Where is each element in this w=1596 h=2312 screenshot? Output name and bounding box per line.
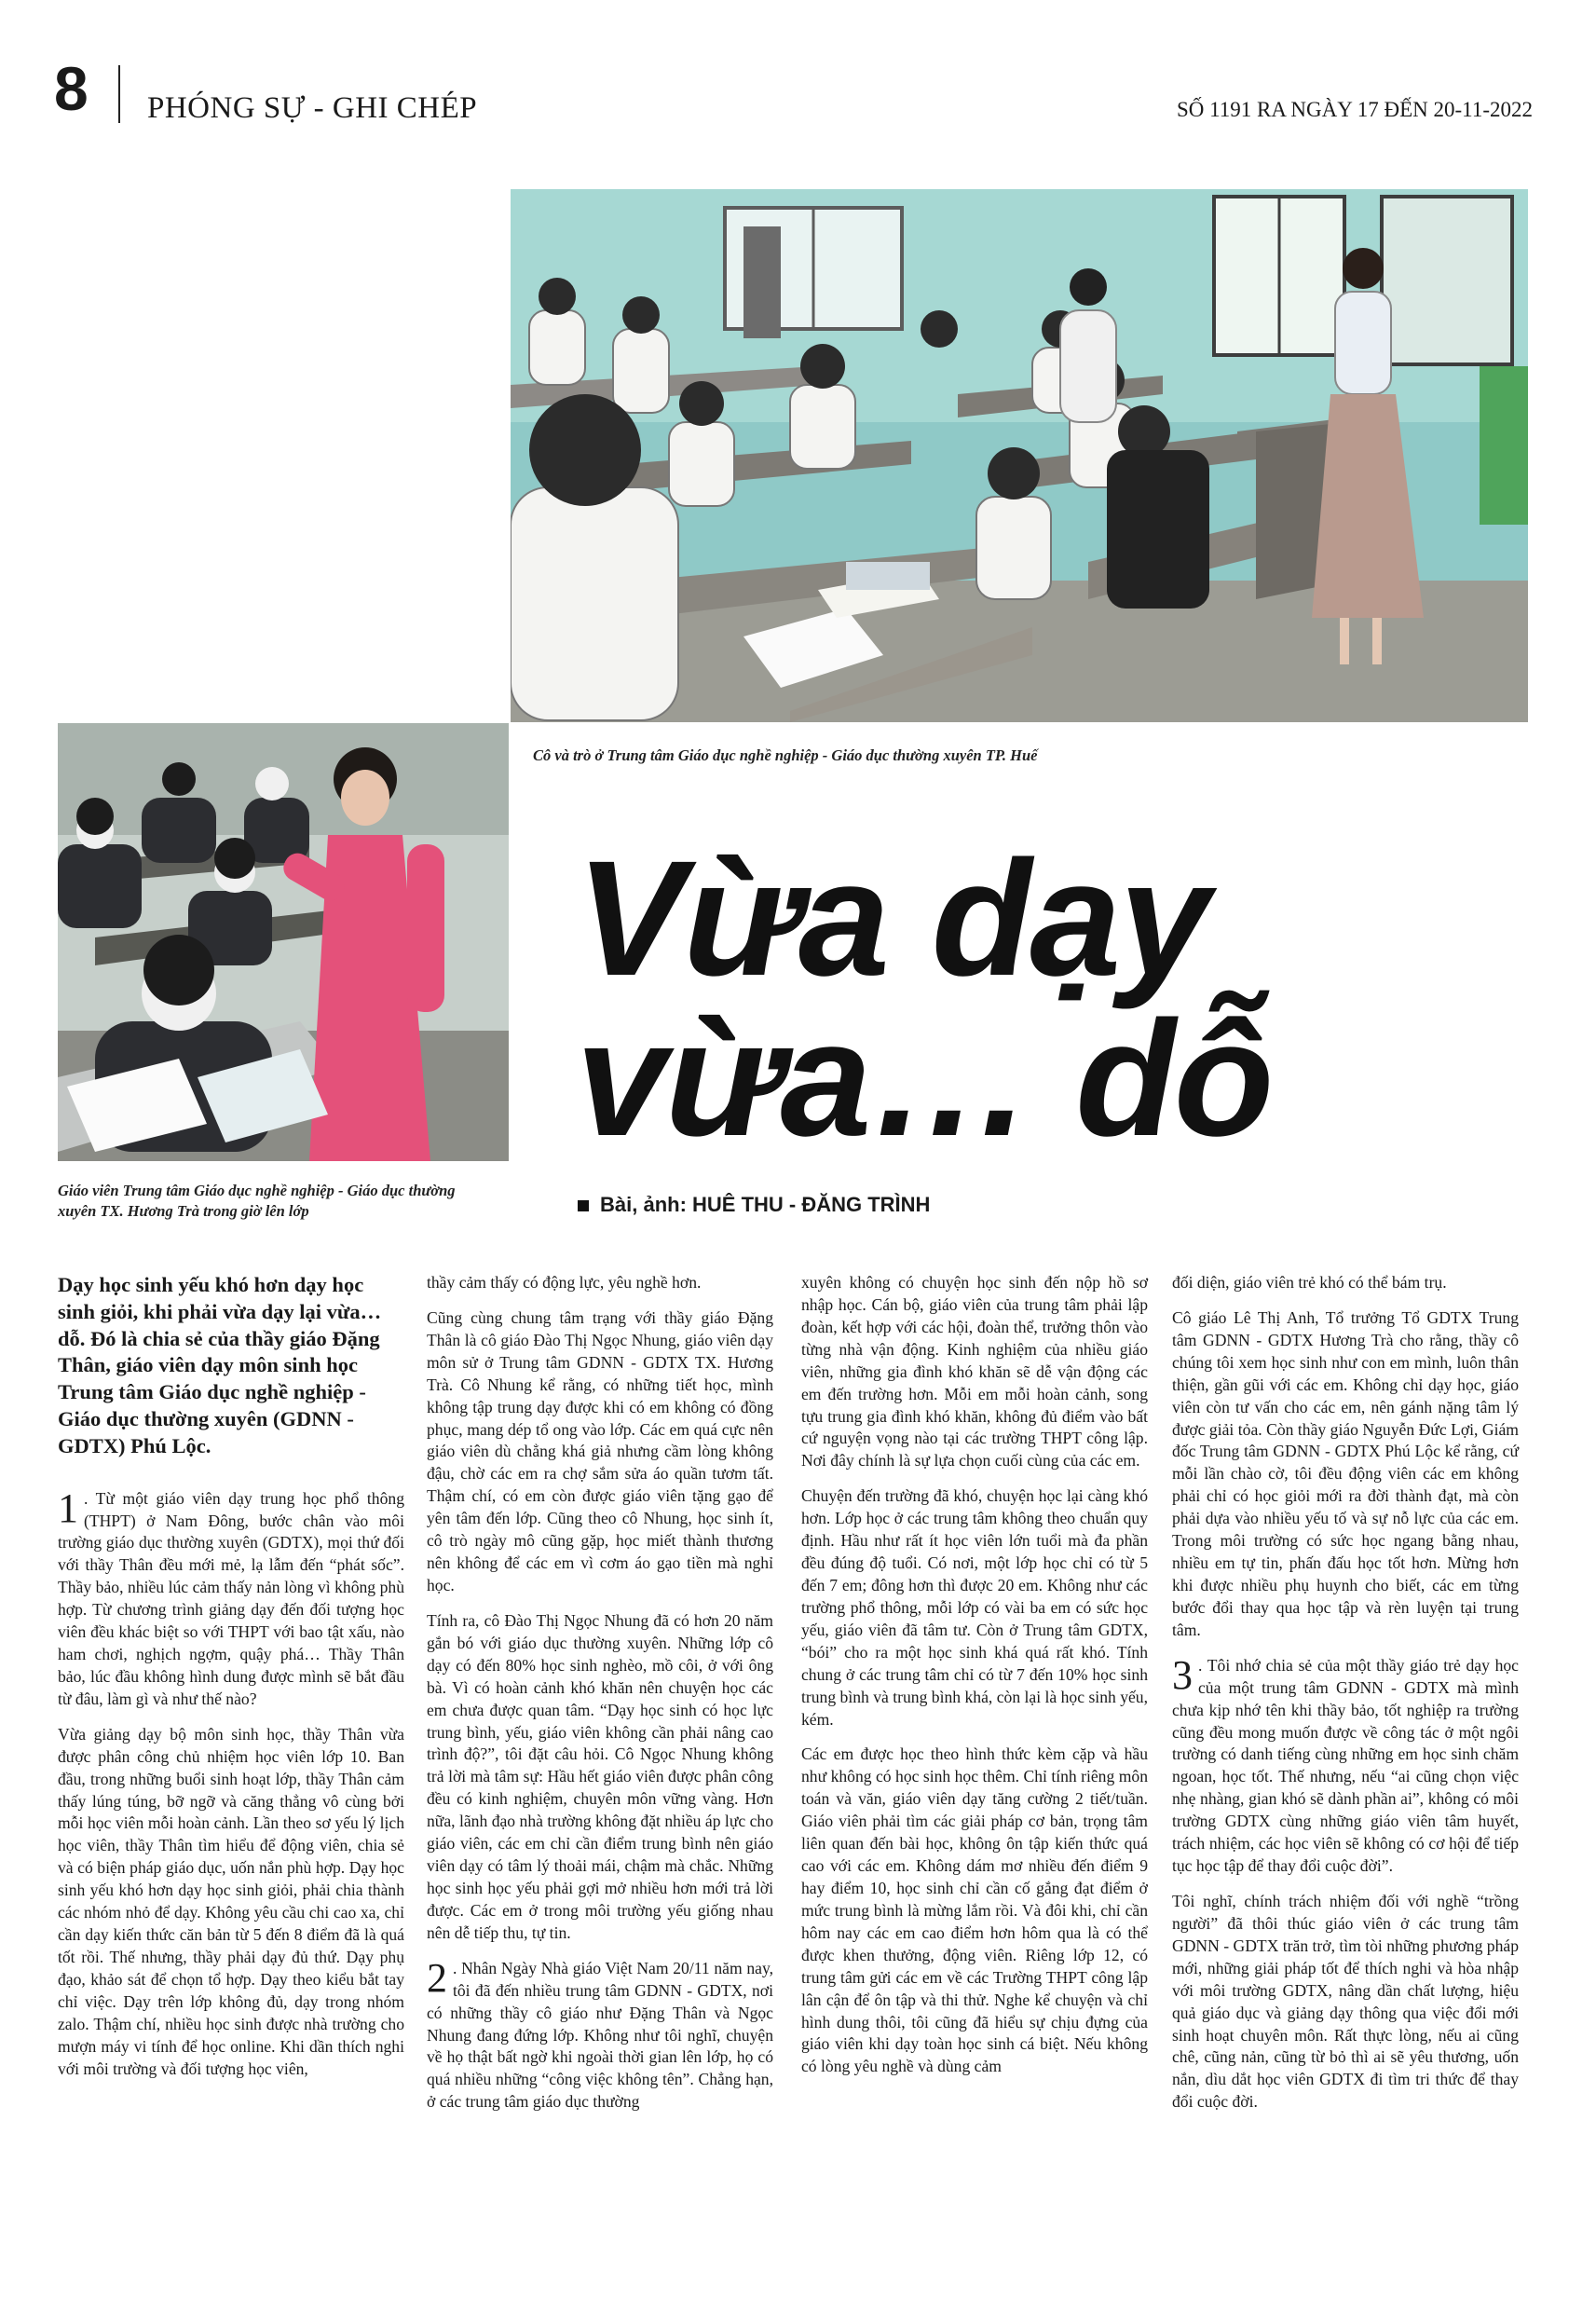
column-body	[1172, 1272, 1519, 2114]
headline	[576, 828, 1273, 1171]
paragraph-text: đối diện, giáo viên trẻ khó có thể bám trụ.	[1172, 1273, 1447, 1292]
header-divider	[118, 65, 120, 123]
article-paragraph	[1172, 1272, 1519, 1294]
paragraph-text: Tính ra, cô Đào Thị Ngọc Nhung đã có hơn 20 năm gắn bó với giáo dục thường xuyên. Những lớp cô dạy có đến 80% học sinh nghèo, mồ côi, ở với ông bà. Vì có hoàn cảnh khó khăn nên chuyện học các em chưa được quan tâm. “Dạy học sinh có học lực trung bình, yếu, giáo viên không cần phải nâng cao trình độ?”, tôi đặt câu hỏi. Cô Ngọc Nhung không trả lời mà tâm sự: Hầu hết giáo viên được phân công đều có kinh nghiệm, chuyên môn vững vàng. Hơn nữa, lãnh đạo nhà trường không đặt nhiều áp lực cho giáo viên, các em chỉ cần điểm trung bình nên giáo viên dạy có tâm lý thoải mái, chậm mà chắc. Những học sinh học yếu phải gợi mở nhiều hơn mới trả lời được. Các em ở trong môi trường yếu giống nhau nên dễ tiếp thu, tự tin.	[427, 1610, 773, 1942]
small-photo-caption: Giáo viên Trung tâm Giáo dục nghề nghiệp - Giáo dục thường xuyên TX. Hương Trà trong giờ lên lớp	[58, 1182, 456, 1221]
article-paragraph	[427, 1610, 773, 1945]
byline	[578, 1193, 930, 1217]
section-number: 2	[427, 1954, 447, 2001]
paragraph-text: Cũng cùng chung tâm trạng với thầy giáo Đặng Thân là cô giáo Đào Thị Ngọc Nhung, giáo viên dạy môn sử ở Trung tâm GDNN - GDTX TX. Hương Trà. Cô Nhung kể rằng, có những tiết học, mình không tập trung dạy được khi có em không có đồng phục, mang dép tổ ong vào lớp. Các em quá cực nên giáo viên dù chẳng khá giả nhưng cầm lòng không đậu, chờ các em ra chợ sắm sửa áo quần tươm tất. Thậm chí, có em còn được giáo viên tặng gạo để yên tâm đến lớp. Cũng theo cô Nhung, học sinh ít, cô trò ngày mô cũng gặp, học miết thành thương nên không để các em vì cơm áo gạo tiền mà nghỉ học.	[427, 1307, 773, 1594]
paragraph-text: . Nhân Ngày Nhà giáo Việt Nam 20/11 năm nay, tôi đã đến nhiều trung tâm GDNN - GDTX, nơi có những thầy cô giáo như Đặng Thân và Ngọc Nhung đang đứng lớp. Không như tôi nghĩ, chuyện về họ thật bất ngờ khi ngoài thời gian lên lớp, họ có quá nhiều những “công việc không tên”. Chẳng hạn, ở các trung tâm giáo dục thường	[427, 1958, 773, 2112]
paragraph-text: xuyên không có chuyện học sinh đến nộp hồ sơ nhập học. Cán bộ, giáo viên của trung tâm phải lập đoàn, kết hợp với các hội, đoàn thể, trưởng thôn vào từng nhà vận động. Kinh nghiệm của nhiều giáo viên, những gia đình khó khăn sẽ dễ vận động các em đến trường hơn. Mỗi em mỗi hoàn cảnh, song tựu trung gia đình khó khăn, không đủ điểm vào bất cứ nguyện vọng nào tại các trường THPT công lập. Nơi đây chính là sự lựa chọn cuối cùng của các em.	[801, 1273, 1148, 1471]
headline-line-1: Vừa dạy	[576, 828, 1209, 1010]
article-paragraph	[801, 1485, 1148, 1731]
column-body	[427, 1272, 773, 2114]
teacher-photo	[58, 723, 509, 1161]
column-body	[801, 1272, 1148, 2078]
paragraph-text: Chuyện đến trường đã khó, chuyện học lại càng khó hơn. Lớp học ở các trung tâm không theo chuẩn quy định. Hầu như rất ít học viên lớn tuổi mà đa phần đều đúng độ tuổi. Có nơi, một lớp học chỉ có từ 5 đến 7 em; đông hơn thì được 20 em. Không như các trường phổ thông, mỗi lớp có vài ba em có sức học yếu, giáo viên đã tâm tư. Còn ở Trung tâm GDTX, “bói” cho ra một học sinh khá quá rất khó. Tính chung ở các trung tâm chỉ có từ 7 đến 10% học sinh trung bình và trung bình khá, còn lại là học sinh yếu, kém.	[801, 1486, 1148, 1729]
article-column-2	[427, 1272, 773, 2127]
article-paragraph	[1172, 1651, 1519, 1878]
article-paragraph	[1172, 1307, 1519, 1642]
article-column-1	[58, 1272, 404, 2094]
section-title: PHÓNG SỰ - GHI CHÉP	[147, 91, 478, 125]
article-paragraph	[427, 1954, 773, 2114]
square-bullet-icon	[578, 1200, 589, 1211]
paragraph-text: . Tôi nhớ chia sẻ của một thầy giáo trẻ dạy học của một trung tâm GDNN - GDTX mà mình chưa kịp nhớ tên khi thầy bảo, tốt nghiệp ra trường cũng đều mong muốn được về công tác ở một ngôi trường có danh tiếng cùng những em học sinh chăm ngoan, học tốt. Thế nhưng, nếu “ai cũng chọn việc nhẹ nhàng, gian khó sẽ dành phần ai”, không có môi trường GDTX cùng những giáo viên tâm huyết, trách nhiệm, các học viên sẽ không có cơ hội để tiếp tục học tập để thay đổi cuộc đời”.	[1172, 1655, 1519, 1876]
byline-text: Bài, ảnh: HUÊ THU - ĐĂNG TRÌNH	[600, 1193, 931, 1216]
headline-line-2: vừa… dỗ	[576, 988, 1273, 1171]
section-number: 1	[58, 1484, 78, 1531]
article-paragraph	[1172, 1891, 1519, 2114]
paragraph-text: Cô giáo Lê Thị Anh, Tổ trưởng Tổ GDTX Trung tâm GDNN - GDTX Hương Trà cho rằng, thầy cô chúng tôi xem học sinh như con em mình, luôn thân thiện, gần gũi với các em. Không chỉ dạy học, giáo viên còn tư vấn cho các em, nên gánh nặng tâm lý được giải tỏa. Còn thầy giáo Nguyễn Đức Lợi, Giám đốc Trung tâm GDNN - GDTX Phú Lộc kể rằng, cứ mỗi lần chào cờ, tôi đều động viên các em không phải chỉ có học giỏi mới ra đời thành đạt, mà còn phải dựa vào nhiều yếu tố và sự nỗ lực của các em. Trong môi trường có sức học ngang bằng nhau, nhiều em tự tin, phấn đấu học tốt hơn. Mừng hơn khi được nhiều phụ huynh cho biết, các em từng bước đổi thay qua học tập và rèn luyện tại trung tâm.	[1172, 1307, 1519, 1639]
article-paragraph	[58, 1484, 404, 1711]
main-photo-caption: Cô và trò ở Trung tâm Giáo dục nghề nghiệp - Giáo dục thường xuyên TP. Huế	[533, 746, 1038, 764]
issue-info: SỐ 1191 RA NGÀY 17 ĐẾN 20-11-2022	[1176, 98, 1533, 121]
article-paragraph	[801, 1272, 1148, 1472]
article-lead: Dạy học sinh yếu khó hơn dạy học sinh giỏi, khi phải vừa dạy lại vừa… dỗ. Đó là chia sẻ của thầy giáo Đặng Thân, giáo viên dạy môn sinh học Trung tâm Giáo dục nghề nghiệp - Giáo dục thường xuyên (GDNN - GDTX) Phú Lộc.	[58, 1273, 382, 1457]
article-paragraph	[427, 1307, 773, 1597]
paragraph-text: . Từ một giáo viên dạy trung học phổ thông (THPT) ở Nam Đông, bước chân vào môi trường giáo dục thường xuyên (GDTX), mọi thứ đối với thầy Thân đều mới mẻ, lạ lẫm đến “phát sốc”. Thầy bảo, nhiều lúc cảm thấy nản lòng vì không phù hợp. Từ chương trình giảng dạy đến đối tượng học viên đều khác biệt so với THPT với bao tật xấu, nào ham chơi, nghịch ngợm, quậy phá… Thầy Thân bảo, lúc đầu không hình dung được mình sẽ bắt đầu từ đâu, làm gì và như thế nào?	[58, 1488, 404, 1708]
article-column-4	[1172, 1272, 1519, 2127]
paragraph-text: Các em được học theo hình thức kèm cặp và hầu như không có học sinh học thêm. Chỉ tính riêng môn toán và văn, giáo viên dạy tăng cường 2 tiết/tuần. Giáo viên phải tìm các giải pháp cơ bản, trọng tâm liên quan đến bài học, không ôn tập kiến thức quá cao với các em. Không dám mơ nhiều đến điểm 9 hay điểm 10, học sinh chỉ cần cố gắng đạt điểm ở mức trung bình là mừng lắm rồi. Và đôi khi, chỉ cần hôm nay các em cao điểm hơn hôm qua là có thể được khen thưởng, động viên. Riêng lớp 12, có trung tâm gửi các em về các Trường THPT công lập lân cận để ôn tập và thi thử. Nghe kể chuyện và chỉ hình dung thôi, tôi cũng đã hiểu sự chịu đựng của giáo viên khi dạy toàn học sinh cá biệt. Nếu không có lòng yêu nghề và dùng cảm	[801, 1744, 1148, 2076]
section-number: 3	[1172, 1651, 1193, 1698]
column-body	[58, 1484, 404, 2081]
paragraph-text: Vừa giảng dạy bộ môn sinh học, thầy Thân vừa được phân công chủ nhiệm học viên lớp 10. Ban đầu, trong những buổi sinh hoạt lớp, thầy Thân cảm thấy lúng túng, bỡ ngỡ và căng thẳng vô cùng bởi mỗi học viên mỗi hoàn cảnh. Lần theo sơ yếu lý lịch học viên, thầy Thân tìm hiểu để động viên, chia sẻ và có biện pháp giáo dục, uốn nắn phù hợp. Dạy học sinh yếu khó hơn dạy học sinh giỏi, phải chia thành các nhóm nhỏ để dạy. Không yêu cầu chi cao xa, chỉ cần dạy kiến thức căn bản từ 5 đến 8 điểm đã là quá tốt rồi. Thế nhưng, thầy phải dạy đủ thứ. Dạy phụ đạo, khảo sát để chọn tổ hợp. Dạy theo kiểu bắt tay chỉ việc. Dạy trên lớp không đủ, dạy trong nhóm zalo. Thậm chí, nhiều học sinh được nhà trường cho mượn máy vi tính để học online. Khi dần thích nghi với môi trường và đối tượng học viên,	[58, 1724, 404, 2078]
article-paragraph	[427, 1272, 773, 1294]
page-number: 8	[54, 54, 89, 123]
paragraph-text: Tôi nghĩ, chính trách nhiệm đối với nghề “trồng người” đã thôi thúc giáo viên ở các trung tâm GDNN - GDTX trăn trở, tìm tòi những phương pháp mới, những giải pháp tốt để thích nghi và hòa nhập với môi trường GDTX, nâng dần chất lượng, hiệu quả giáo dục và giảng dạy thông qua việc đổi mới sinh hoạt chuyên môn. Rất thực lòng, nếu ai cũng chê, cũng nản, cũng từ bỏ thì ai sẽ yêu thương, uốn nắn, dìu dắt học viên GDTX đi tìm tri thức để thay đổi cuộc đời.	[1172, 1891, 1519, 2112]
article-column-3	[801, 1272, 1148, 2091]
paragraph-text: thầy cảm thấy có động lực, yêu nghề hơn.	[427, 1273, 702, 1292]
classroom-photo	[511, 189, 1528, 722]
article-paragraph	[58, 1724, 404, 2081]
article-paragraph	[801, 1744, 1148, 2078]
